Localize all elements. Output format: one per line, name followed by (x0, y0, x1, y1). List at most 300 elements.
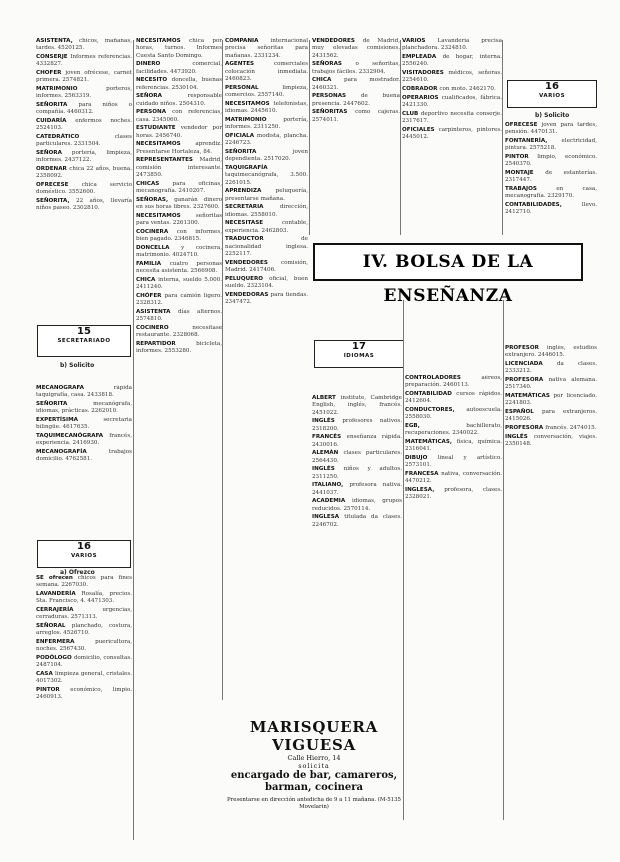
ad-text: de hogar, interna. 2556240. (402, 54, 502, 68)
ad-text: Rosalía, precios. Sta. Francisco, 4. 4471303. (36, 591, 132, 605)
classified-ad (225, 260, 308, 275)
ad-keyword: CHICA (136, 276, 159, 283)
classified-ad (36, 417, 132, 432)
ad-text: rápida taquigrafía, casa. 2433818. (36, 385, 132, 399)
ad-keyword: ALEMÁN (312, 450, 344, 457)
classified-ad (312, 498, 402, 513)
ad-keyword: TAQUIGRAFÍA (225, 164, 268, 171)
column-rule (133, 40, 134, 840)
section-title: VARIOS (538, 93, 566, 99)
ad-verb: solicita (298, 762, 330, 770)
ad-text: vendedor por horas. 2456740. (136, 125, 222, 139)
ad-text: inglés, estudios extranjero. 2446015. (505, 345, 597, 359)
bolsa-ensenanza-banner: IV. BOLSA DE LA ENSEÑANZA (313, 243, 583, 281)
classified-ad (36, 575, 132, 590)
ad-text: necesitase restaurante. 2328068. (136, 324, 222, 339)
ad-text: como cajeras. 2574011. (312, 109, 400, 123)
ad-keyword: COCINERO (136, 324, 193, 331)
ad-keyword: ASISTENTA, (36, 38, 80, 44)
ad-footer: Presentarse en dirección antedicha de 9 a 11 mañana. (M-5135 Movelarin) (227, 797, 401, 810)
ad-keyword: NECESITAMOS (225, 100, 274, 107)
ad-text: institute, Cambridge English, inglés, francés. 2451022. (312, 395, 402, 416)
ad-text: internacional precisa señoritas para mañanas. 2331234. (225, 38, 308, 59)
ad-text: clases particulares. 2564430. (312, 450, 402, 464)
ad-text: titulada da clases. 2246702. (312, 514, 402, 528)
classified-ad (312, 466, 402, 481)
ad-keyword: VENDEDORAS (225, 291, 271, 298)
ad-text: Madrid, comisión interesante. 2473850. (136, 157, 222, 179)
classified-ad (136, 197, 222, 212)
ad-text: llevo. 2412710. (505, 202, 597, 216)
classified-ad (136, 293, 222, 308)
column-rule (400, 40, 401, 235)
classified-ad (36, 433, 132, 448)
ad-keyword: CHÓFER (136, 292, 165, 299)
ad-text: trabajos domicilio. 4762581. (36, 449, 132, 463)
ad-keyword: EXPERTÍSIMA (36, 417, 104, 423)
ad-text: deportivo necesita conserje. 2317617. (402, 110, 502, 124)
ad-keyword: TRABAJOS (505, 186, 557, 192)
section-subhead: b) Solicito (535, 112, 570, 119)
classified-ad (136, 38, 222, 60)
ad-keyword: COBRADOR (402, 86, 440, 92)
ad-keyword: FAMILIA (136, 260, 170, 267)
ad-keyword: CONSERJE (36, 54, 71, 60)
ad-text: enfermos noches. 2524103. (36, 118, 132, 132)
ad-text: joven dependienta. 2517020. (225, 148, 308, 163)
ad-keyword: PERSONAS (312, 93, 361, 100)
classified-column-3 (225, 38, 308, 498)
section-number: 16 (77, 541, 91, 552)
ad-text: 22 años, llevaría niños paseo. 2302810. (36, 198, 132, 212)
ad-keyword: INGLÉS (505, 433, 534, 440)
classified-ad (505, 345, 597, 360)
ad-keyword: DINERO (136, 61, 193, 68)
ad-text: peluquería, presentarse mañana. (225, 188, 308, 202)
ad-keyword: REPRESENTANTES (136, 157, 200, 164)
ad-text: oficial, buen sueldo. 2323104. (225, 275, 308, 290)
ad-text: comercial, facilidades. 4473920. (136, 61, 222, 75)
ad-keyword: CERRAJERÍA (36, 607, 103, 613)
section-box-varios-right (507, 80, 597, 108)
ad-keyword: FRANCESA (405, 471, 442, 477)
classified-ad (312, 434, 402, 449)
classified-ad (36, 38, 132, 53)
classified-ad (405, 391, 502, 406)
classified-ad (225, 236, 308, 258)
column-rule (309, 40, 310, 235)
classified-ad (36, 166, 132, 181)
ad-keyword: SEÑORITA, (36, 198, 77, 204)
ad-text: contable, experiencia. 2462803. (225, 220, 308, 234)
ad-text: Informes referencias. 4332827. (36, 54, 132, 68)
classified-ad (405, 455, 502, 470)
classified-ad (402, 38, 502, 53)
ad-text: limpieza general, cristales. 4017302. (36, 671, 132, 685)
ad-keyword: CONTABILIDAD (405, 391, 457, 397)
section-subhead: a) Ofrezco (60, 569, 95, 576)
ad-keyword: NECESITASE (225, 220, 282, 227)
ad-text: idiomas, grupos reducidos. 2570114. (312, 498, 402, 512)
column-rule (403, 300, 404, 820)
section-number: 16 (545, 81, 559, 92)
classified-ad (312, 61, 400, 76)
classified-ad (36, 385, 132, 400)
classified-ad (405, 423, 502, 438)
ad-text: niños y adultos. 2311250. (312, 466, 402, 480)
ad-keyword: INGLESA (312, 514, 345, 521)
classified-ad (505, 138, 597, 153)
ad-keyword: PINTOR (36, 687, 71, 693)
ad-text: aéreos, preparación. 2460113. (405, 375, 502, 389)
ad-text: dirección, idiomas. 2558010. (225, 204, 308, 218)
ad-text: autoescuela. 2558030. (405, 407, 502, 421)
ad-keyword: EGB, (405, 423, 467, 429)
ad-text: carpinteros, pintores. 2445012. (402, 126, 502, 140)
ad-keyword: CONTROLADORES (405, 375, 482, 381)
classified-ad (312, 418, 402, 433)
classified-ad (136, 341, 222, 356)
classified-ad (312, 77, 400, 92)
ad-keyword: CONTABILIDADES, (505, 202, 582, 208)
classified-ad (505, 186, 597, 201)
classified-ad (225, 38, 308, 60)
ad-keyword: OFICIALES (402, 126, 439, 133)
ad-keyword: INGLÉS (312, 466, 344, 473)
classified-ad (136, 277, 222, 292)
classified-column-1 (36, 38, 132, 270)
classified-ad (136, 141, 222, 156)
ad-keyword: NECESITAMOS (136, 141, 196, 148)
ad-text: física, química. 2316041. (405, 439, 502, 453)
ad-keyword: VENDEDORES (225, 259, 281, 266)
section-number: 17 (352, 341, 366, 352)
ad-text: de buena presencia. 2447602. (312, 93, 400, 107)
ad-keyword: ORDENAR (36, 166, 70, 172)
ad-text: de estanterías. 2317447. (505, 170, 597, 184)
ad-keyword: CASA (36, 671, 55, 677)
ad-text: cursos rápidos. 2412604. (405, 391, 502, 405)
column-rule (222, 40, 223, 700)
ad-text: con informes, bien pagado. 2346815. (136, 228, 222, 243)
classified-ad (312, 450, 402, 465)
ad-text: con referencias, casa. 2345060. (136, 109, 222, 123)
ad-text: señoritas para ventas. 2261300. (136, 212, 222, 227)
ad-keyword: VENDEDORES (312, 38, 363, 44)
classified-ad (225, 101, 308, 116)
classified-ad (136, 261, 222, 276)
ad-keyword: PERSONA (136, 109, 173, 116)
section-box-varios-left (37, 540, 131, 568)
ad-keyword: ESTUDIANTE (136, 125, 181, 132)
classified-ad (36, 70, 132, 85)
ad-text: con moto. 2462170. (439, 86, 496, 92)
classified-ad (136, 77, 222, 92)
classified-ad (136, 125, 222, 140)
ad-text: para camión ligero. 2328312. (136, 292, 222, 307)
ad-keyword: SEÑORAS (312, 61, 356, 68)
classified-column-8 (405, 375, 502, 815)
ad-text: puericultora, noches. 2567430. (36, 639, 132, 653)
classified-ad (312, 109, 400, 124)
ad-text: modista, plancha. 2246723. (225, 132, 308, 147)
ad-keyword: TRADUCTOR (225, 236, 302, 243)
section-number: 15 (77, 326, 91, 337)
ad-text: comerciales colocación inmediata. 2460823. (225, 61, 308, 83)
ad-keyword: PROFESORA (505, 425, 546, 431)
ad-keyword: DONCELLA (136, 244, 182, 251)
classified-ad (36, 198, 132, 213)
classified-ad (136, 61, 222, 76)
ad-text: joven ofrécese, carnet primera. 2574821. (36, 70, 132, 84)
ad-text: cualificados, fábrica. 2421330. (402, 94, 502, 108)
ad-keyword: SEÑORAL (36, 623, 72, 629)
classified-ad (225, 292, 308, 307)
classified-ad (136, 229, 222, 244)
ad-line-2: barman, cocinera (264, 782, 364, 793)
classified-ad (136, 93, 222, 108)
ad-keyword: OFICIALA (225, 132, 257, 139)
ad-text: responsable cuidado niños. 2504310. (136, 93, 222, 107)
ad-text: francés. 2474015. (545, 425, 597, 431)
classified-ad (312, 38, 400, 60)
classified-ad (36, 623, 132, 638)
classified-column-9 (505, 345, 597, 815)
ad-text: cuatro personas necesita asistenta. 2566908. (136, 260, 222, 275)
ad-keyword: TAQUIMECANÓGRAFA (36, 433, 110, 439)
classified-ad (225, 133, 308, 148)
classified-ad (136, 325, 222, 340)
classified-ad (402, 127, 502, 142)
section-title: SECRETARIADO (57, 338, 111, 344)
classified-ad (36, 655, 132, 670)
ad-text: y cocinera, matrimonio. 4024710. (136, 244, 222, 259)
ad-text: chicos para fines semana. 2267030. (36, 575, 132, 589)
classified-ad (225, 165, 308, 187)
column-rule (502, 40, 503, 235)
ad-text: de nacionalidad inglesa. 2252117. (225, 236, 308, 258)
ad-keyword: NECESITAMOS (136, 212, 196, 219)
classified-ad (36, 671, 132, 686)
ad-keyword: SE ofrecen (36, 575, 78, 581)
section-box-idiomas (314, 340, 404, 368)
ad-text: bicicleta, informes. 2553280. (136, 340, 222, 355)
ad-text: electricidad, pintura. 2575218. (505, 138, 597, 152)
ad-keyword: OFRECESE (36, 182, 82, 188)
classified-ad (402, 111, 502, 126)
ad-keyword: SECRETARIA (225, 204, 280, 211)
ad-text: para extranjeros. 2415026. (505, 409, 597, 423)
ad-keyword: FRANCÉS (312, 434, 347, 441)
classified-ad (225, 220, 308, 235)
ad-text: profesores nativos. 2318200. (312, 418, 402, 432)
ad-text: chica 22 años, buena. 2358092. (36, 166, 132, 180)
classified-column-4 (312, 38, 400, 233)
classified-column-1a (36, 385, 132, 525)
ad-keyword: CUIDARÍA (36, 118, 76, 124)
ad-text: para oficinas, mecanografía. 2410207. (136, 180, 222, 195)
section-box-secretariado (37, 325, 131, 357)
ad-keyword: CATEDRÁTICO (36, 134, 115, 140)
ad-keyword: ALBERT (312, 395, 341, 401)
classified-ad (312, 93, 400, 108)
ad-text: profesora, clases. 2328021. (405, 487, 502, 501)
classified-ad (505, 434, 597, 449)
classified-column-2 (136, 38, 222, 838)
classified-ad (505, 154, 597, 169)
ad-text: económico, limpio. 2460913. (36, 687, 132, 701)
ad-keyword: PROFESOR (505, 345, 547, 351)
ad-text: lineal y artístico. 2573101. (405, 455, 502, 469)
ad-keyword: CLUB (402, 110, 421, 117)
ad-text: aprendiz. Presentarse Hortaleza, 84. (136, 141, 222, 155)
classified-ad (402, 54, 502, 69)
classified-ad (36, 182, 132, 197)
ad-line-1: encargado de bar, camareros, (230, 770, 398, 781)
classified-ad (505, 202, 597, 217)
ad-keyword: AGENTES (225, 61, 274, 68)
ad-text: en casa, mecanografía. 2329170. (505, 186, 597, 200)
ad-text: médicos, señoras. 2254610. (402, 70, 502, 84)
ad-keyword: PROFESORA (505, 377, 549, 383)
ad-keyword: FONTANERÍA, (505, 138, 562, 144)
ad-text: profesora nativa. 2441037. (312, 482, 402, 496)
ad-keyword: CHOFER (36, 70, 66, 76)
classified-column-6 (505, 122, 597, 312)
ad-keyword: MECANÓGRAFA (36, 385, 114, 391)
classified-ad (402, 70, 502, 85)
classified-ad (312, 482, 402, 497)
ad-text: limpio, económico. 2540370. (505, 154, 597, 168)
classified-ad (136, 157, 222, 179)
ad-text: portería, informes. 2311250. (225, 116, 308, 131)
ad-keyword: ITALIANO, (312, 482, 350, 489)
ad-keyword: SEÑORITA (36, 102, 79, 108)
classified-ad (136, 213, 222, 228)
classified-ad (505, 409, 597, 424)
ad-keyword: OFRECESE (505, 122, 542, 128)
classified-ad (136, 181, 222, 196)
ad-keyword: MONTAJE (505, 170, 546, 176)
classified-ad (225, 276, 308, 291)
ad-keyword: EMPLEADA (402, 54, 443, 60)
ad-text: para mostrador. 2460321. (312, 77, 400, 91)
ad-keyword: ENFERMERA (36, 639, 96, 645)
ad-text: nativa, conversación. 4470212. (405, 471, 502, 485)
classified-ad (36, 118, 132, 133)
ad-keyword: PELUQUERO (225, 275, 270, 282)
classified-ad (225, 85, 308, 100)
classified-ad (312, 395, 402, 417)
ad-keyword: SEÑORAS, (136, 196, 175, 203)
ad-keyword: INGLESA, (405, 487, 445, 493)
classified-ad (225, 204, 308, 219)
ad-keyword: PODÓLOGO (36, 655, 74, 661)
ad-text: días alternos. 2574810. (136, 308, 222, 323)
classified-ad (505, 377, 597, 392)
section-title: VARIOS (70, 553, 98, 559)
ad-keyword: DIBUJO (405, 455, 438, 461)
ad-keyword: REPARTIDOR (136, 340, 197, 347)
ad-text: joven para tardes, pensión. 4470131. (505, 122, 597, 136)
section-title: IDIOMAS (343, 353, 375, 359)
classified-ad (225, 117, 308, 132)
classified-ad (36, 54, 132, 69)
ad-keyword: CONDUCTORES, (405, 407, 467, 413)
ad-text: interna, sueldo 5.000. 2411240. (136, 276, 222, 291)
classified-ad (405, 439, 502, 454)
ad-keyword: MATEMÁTICAS, (405, 439, 457, 445)
ad-keyword: COCINERA (136, 228, 177, 235)
ad-text: domicilio, consultas. 2487104. (36, 655, 132, 669)
ad-text: planchado, costura, arreglos. 4526710. (36, 623, 132, 637)
ad-keyword: INGLÉS (312, 418, 343, 425)
ad-text: clases particulares. 2331504. (36, 134, 132, 148)
ad-text: o señoritas, trabajos fáciles. 2332904. (312, 61, 400, 75)
column-rule (503, 300, 504, 820)
classified-ad (225, 61, 308, 83)
ad-keyword: LAVANDERÍA (36, 591, 82, 597)
classified-ad (405, 487, 502, 502)
classified-ad (405, 471, 502, 486)
ad-keyword: PINTOR (505, 154, 538, 160)
ad-keyword: VARIOS (402, 38, 438, 44)
ad-text: nativa alemana. 2517340. (505, 377, 597, 391)
ad-text: francés, experiencia. 2416930. (36, 433, 132, 447)
ad-text: chicos, mañanas, tardes. 4520125. (36, 38, 132, 52)
classified-ad (36, 687, 132, 702)
ad-keyword: MATRIMONIO (36, 86, 107, 92)
ad-text: taquimecanógrafa, 3.500. 2261015. (225, 172, 308, 186)
ad-text: doncella, buenas referencias. 2530104. (136, 77, 222, 91)
classified-ad (36, 401, 132, 416)
classified-ad (402, 95, 502, 110)
classified-ad (225, 188, 308, 203)
ad-text: para tiendas. 2347472. (225, 291, 308, 306)
ad-keyword: SEÑORA (36, 150, 72, 156)
ad-text: da clases. 2333212. (505, 361, 597, 375)
classified-column-1b (36, 575, 132, 835)
ad-keyword: CHICA (312, 77, 344, 84)
ad-text: chica servicio doméstico. 3552600. (36, 182, 132, 196)
classified-ad (225, 149, 308, 164)
ad-keyword: APRENDIZA (225, 188, 276, 195)
ad-keyword: MATRIMONIO (225, 116, 284, 123)
ad-text: chica por horas, turnos. Informes Cuesta Santo Domingo. (136, 38, 222, 59)
ad-keyword: ASISTENTA (136, 308, 179, 315)
classified-ad (36, 449, 132, 464)
ad-keyword: MECANOGRAFÍA (36, 449, 109, 455)
ad-keyword: PERSONAL (225, 84, 283, 91)
classified-ad (405, 407, 502, 422)
ad-keyword: OPERARIOS (402, 94, 442, 101)
ad-text: portería, limpieza, informes. 2437122. (36, 150, 132, 164)
ad-title: MARISQUERA VIGUESA (249, 718, 379, 754)
ad-keyword: LICENCIADA (505, 361, 557, 367)
ad-text: Lavandería precisa planchadora. 2324810. (402, 38, 502, 52)
ad-text: urgencias, cerraduras. 2571313. (36, 607, 132, 621)
ad-keyword: VISITADORES (402, 70, 449, 76)
classified-ad (405, 375, 502, 390)
ad-text: conversación, viajes. 2350148. (505, 433, 597, 447)
ad-keyword: NECESITO (136, 77, 172, 84)
ad-text: bachillerato, recuperaciones. 2340022. (405, 423, 502, 437)
section-subhead: b) Solicito (60, 362, 95, 369)
ad-text: secretaria bilingüe. 4617635. (36, 417, 132, 431)
ad-keyword: SEÑORITA (225, 148, 293, 155)
classified-column-5 (402, 38, 502, 238)
classified-ad (36, 607, 132, 622)
